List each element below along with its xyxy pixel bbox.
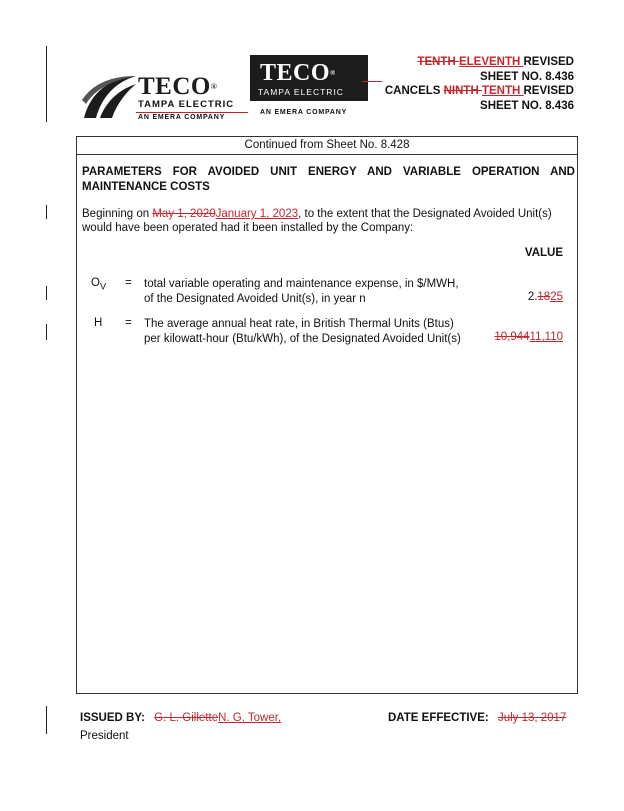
- change-bar: [46, 46, 47, 122]
- parameter-symbol-ov: $O_V$: [91, 277, 106, 292]
- teco-logo-left: [80, 72, 250, 122]
- parameter-value-ov: 2.1825: [527, 291, 563, 303]
- revision-header: [385, 55, 574, 113]
- registered-mark: ®: [210, 82, 218, 91]
- emera-company-text: AN EMERA COMPANY: [260, 109, 348, 116]
- intro-paragraph: Beginning on May 1, 2020January 1, 2023, to the extent that the Designated Avoided Unit(s) would have been operated had it been installed by the Company:: [82, 208, 552, 234]
- parameter-definition-ov: total variable operating and maintenance expense, in $/MWH, of the Designated Avoided Unit(s), in year n: [144, 278, 459, 305]
- change-bar: [46, 324, 47, 340]
- change-bar: [46, 205, 47, 219]
- issuer-title: President: [80, 730, 129, 742]
- date-effective: DATE EFFECTIVE: July 13, 2017: [388, 712, 567, 724]
- equals-sign: =: [125, 317, 132, 329]
- equals-sign: =: [125, 277, 132, 289]
- emera-company-text: AN EMERA COMPANY: [138, 114, 226, 121]
- cancelled-sheet-number: SHEET NO. 8.436: [480, 99, 574, 112]
- teco-logo-center: [250, 55, 368, 121]
- continued-from-text: Continued from Sheet No. 8.428: [77, 137, 577, 155]
- value-column-header: VALUE: [524, 247, 563, 259]
- sheet-number: SHEET NO. 8.436: [480, 70, 574, 83]
- teco-brand-text: TECO: [260, 60, 331, 86]
- tampa-electric-text: TAMPA ELECTRIC: [138, 99, 235, 110]
- cancels-line: CANCELS NINTH TENTH REVISED: [384, 85, 574, 97]
- swoosh-icon: [80, 72, 138, 120]
- change-bar: [46, 706, 47, 734]
- teco-brand-text: TECO: [138, 73, 211, 100]
- issued-by: ISSUED BY: G. L. GilletteN. G. Tower,: [80, 712, 282, 724]
- section-title: PARAMETERS FOR AVOIDED UNIT ENERGY AND VARIABLE OPERATION AND MAINTENANCE COSTS: [82, 166, 575, 193]
- revision-line-1: TENTH ELEVENTH REVISED: [417, 56, 574, 68]
- parameter-value-h: 10,94411,110: [494, 331, 563, 343]
- parameter-definition-h: The average annual heat rate, in British Thermal Units (Btus) per kilowatt-hour (Btu/kWh), of the Designated Avoided Unit(s): [144, 318, 461, 345]
- tampa-electric-text: TAMPA ELECTRIC: [258, 87, 344, 97]
- parameter-symbol-h: H: [94, 317, 103, 329]
- change-bar: [46, 286, 47, 300]
- registered-mark: ®: [330, 69, 336, 77]
- tariff-sheet-box: [76, 136, 578, 694]
